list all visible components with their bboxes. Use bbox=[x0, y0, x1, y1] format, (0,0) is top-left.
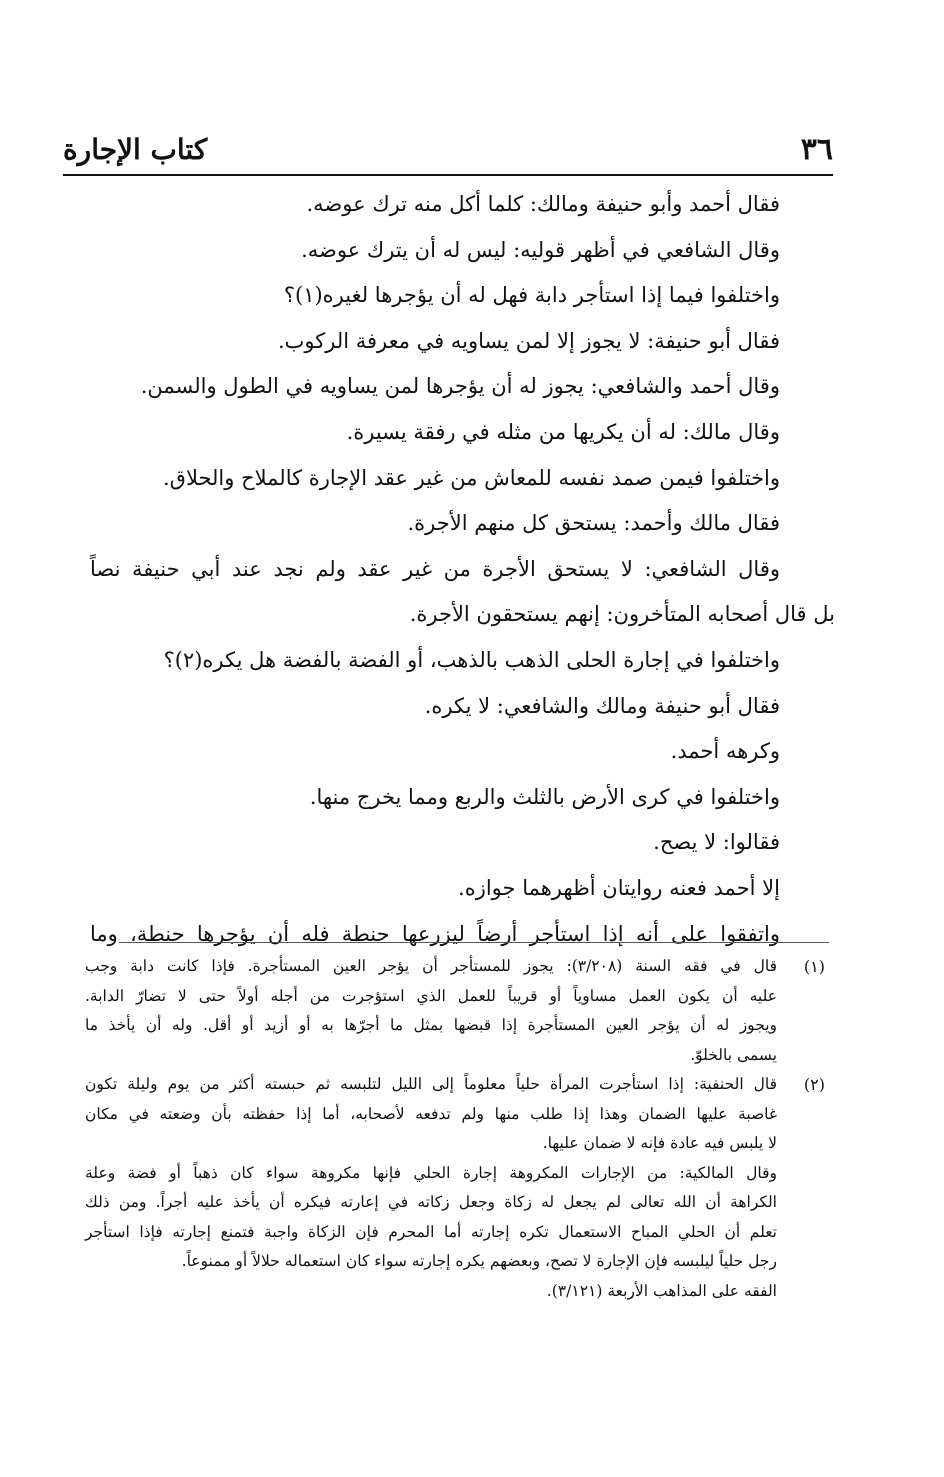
footnote-number: (١) bbox=[803, 957, 825, 976]
text-line: فقال أبو حنيفة ومالك والشافعي: لا يكره. bbox=[424, 693, 780, 718]
footnote-line: غاصبة عليها الضمان وهذا إذا طلب منها ولم تدفعه لأصحابه، أما إذا حفظته بأن وضعته في مكان bbox=[85, 1104, 777, 1123]
footnotes bbox=[85, 952, 825, 1306]
footnote-line: وقال المالكية: من الإجارات المكروهة إجارة الحلي فإنها مكروهة سواء كان ذهباً أو فضة وعلة bbox=[85, 1163, 777, 1182]
text-line: فقال أحمد وأبو حنيفة ومالك: كلما أكل منه ترك عوضه. bbox=[306, 192, 780, 216]
book-title: كتاب الإجارة bbox=[63, 133, 208, 166]
text-line: إلا أحمد فعنه روايتان أظهرهما جوازه. bbox=[458, 875, 780, 900]
footnote-1 bbox=[85, 952, 825, 1070]
header-rule bbox=[63, 174, 833, 176]
footnote-line: عليه أن يكون العمل مساوياً أو قريباً للعمل الذي استؤجرت من أجله أولاً حتى لا تضارّ الدابة. bbox=[85, 986, 777, 1005]
text-line: واختلفوا في إجارة الحلى الذهب بالذهب، أو الفضة بالفضة هل يكره(٢)؟ bbox=[163, 647, 780, 672]
footnote-body bbox=[85, 952, 777, 1070]
footnote-line: رجل حلياً ليلبسه فإن الإجارة لا تصح، وبعضهم يكره إجارته سواء كان استعماله حلالاً أو ممنوعاً. bbox=[181, 1252, 777, 1270]
text-line: بل قال أصحابه المتأخرون: إنهم يستحقون الأجرة. bbox=[409, 602, 835, 627]
text-line: فقال أبو حنيفة: لا يجوز إلا لمن يساويه في معرفة الركوب. bbox=[277, 328, 780, 353]
footnote-2 bbox=[85, 1070, 825, 1306]
footnote-rule bbox=[119, 942, 829, 943]
footnote-number: (٢) bbox=[803, 1075, 825, 1094]
text-line: واختلفوا فيمن صمد نفسه للمعاش من غير عقد الإجارة كالملاح والحلاق. bbox=[162, 465, 780, 490]
text-line: واتفقوا على أنه إذا استأجر أرضاً ليزرعها حنطة فله أن يؤجرها حنطة، وما bbox=[90, 921, 780, 946]
footnote-line: قال الحنفية: إذا استأجرت المرأة حلياً معلوماً إلى الليل لتلبسه ثم حبسته أكثر من يوم وليلة تكون bbox=[85, 1075, 777, 1093]
text-line: فقالوا: لا يصح. bbox=[653, 830, 780, 855]
footnote-line: ويجوز له أن يؤجر العين المستأجرة إذا قبضها بمثل ما أجرّها به أو أزيد أو أقل. وله أن يأخذ ما bbox=[85, 1016, 777, 1034]
main-text bbox=[90, 182, 835, 957]
footnote-line: الفقه على المذاهب الأربعة (٣/١٢١). bbox=[546, 1281, 777, 1300]
footnote-line: قال في فقه السنة (٣/٢٠٨): يجوز للمستأجر أن يؤجر العين المستأجرة. فإذا كانت دابة وجب bbox=[85, 957, 777, 975]
text-line: واختلفوا فيما إذا استأجر دابة فهل له أن يؤجرها لغيره(١)؟ bbox=[283, 283, 780, 308]
text-line: وكرهه أحمد. bbox=[670, 739, 780, 764]
page-number: ٣٦ bbox=[800, 132, 833, 167]
text-line: واختلفوا في كرى الأرض بالثلث والربع ومما يخرج منها. bbox=[309, 784, 780, 809]
footnote-line: يسمى بالخلوّ. bbox=[690, 1045, 777, 1064]
footnote-line: تعلم أن الحلي المباح الاستعمال تكره إجارته أما المحرم فإن الزكاة واجبة فتمنع إجارته فإذا استأجر bbox=[85, 1222, 777, 1241]
footnote-body bbox=[85, 1070, 777, 1306]
text-line: وقال مالك: له أن يكريها من مثله في رفقة يسيرة. bbox=[346, 419, 780, 444]
footnote-line: لا يلبس فيه عادة فإنه لا ضمان عليها. bbox=[542, 1134, 777, 1152]
running-head bbox=[63, 128, 833, 172]
footnote-line: الكراهة أن الله تعالى لم يجعل له زكاة وجعل زكاته في إعارته فيكره أن يأخذ عليه أجراً. ومن ذلك bbox=[85, 1193, 777, 1211]
text-line: وقال الشافعي: لا يستحق الأجرة من غير عقد ولم نجد عند أبي حنيفة نصاً bbox=[90, 556, 780, 581]
text-line: وقال الشافعي في أظهر قوليه: ليس له أن يترك عوضه. bbox=[301, 237, 780, 262]
text-line: وقال أحمد والشافعي: يجوز له أن يؤجرها لمن يساويه في الطول والسمن. bbox=[140, 374, 780, 399]
text-line: فقال مالك وأحمد: يستحق كل منهم الأجرة. bbox=[407, 511, 780, 536]
